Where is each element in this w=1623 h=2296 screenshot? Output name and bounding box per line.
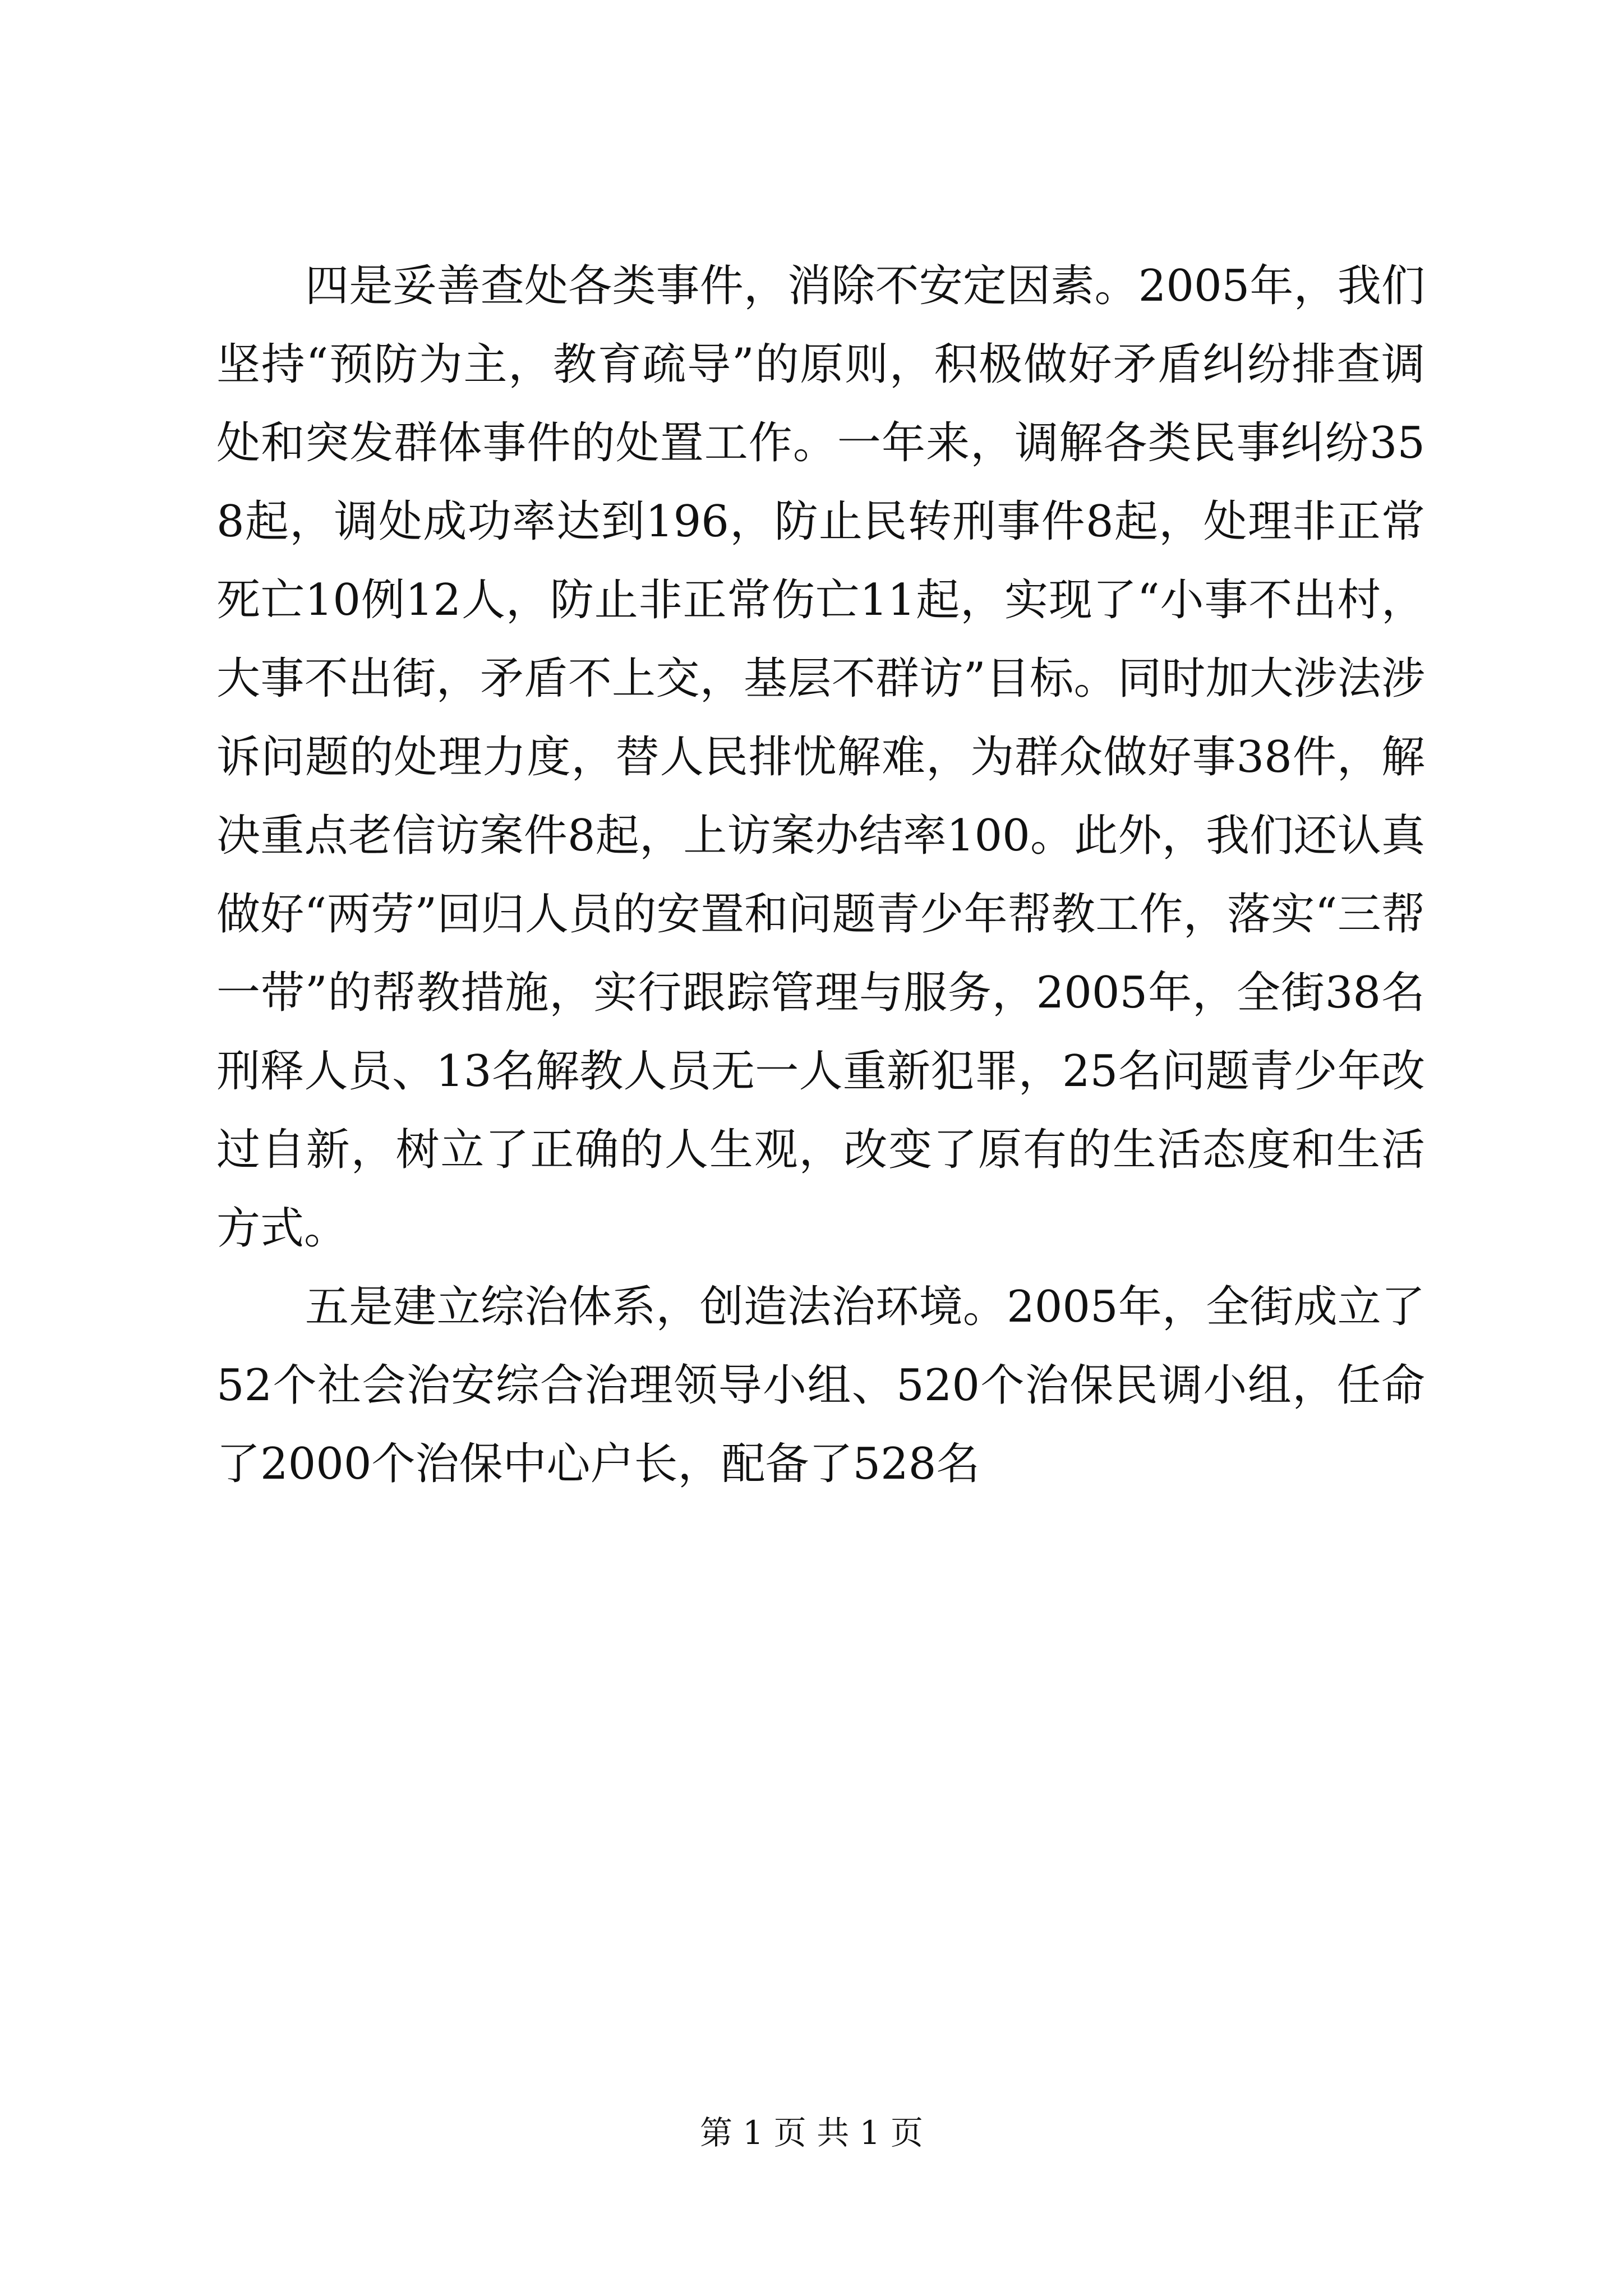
paragraph-2: 五是建立综治体系，创造法治环境。2005年，全街成立了52个社会治安综合治理领导小组、520个治保民调小组，任命了2000个治保中心户长，配备了528名 xyxy=(216,1282,1425,1489)
body-text xyxy=(216,247,1425,1503)
paragraph-1: 四是妥善查处各类事件，消除不安定因素。2005年，我们坚持“预防为主，教育疏导”的原则，积极做好矛盾纠纷排查调处和突发群体事件的处置工作。一年来，调解各类民事纠纷358起，调处成功率达到196，防止民转刑事件8起，处理非正常死亡10例12人，防止非正常伤亡11起，实现了“小事不出村，大事不出街，矛盾不上交，基层不群访”目标。同时加大涉法涉诉问题的处理力度，替人民排忧解难，为群众做好事38件，解决重点老信访案件8起，上访案办结率100。此外，我们还认真做好“两劳”回归人员的安置和问题青少年帮教工作，落实“三帮一带”的帮教措施，实行跟踪管理与服务，2005年，全街38名刑释人员、13名解教人员无一人重新犯罪，25名问题青少年改过自新，树立了正确的人生观，改变了原有的生活态度和生活方式。 xyxy=(216,261,1425,1254)
page-footer: 第 1 页 共 1 页 xyxy=(700,2114,923,2152)
